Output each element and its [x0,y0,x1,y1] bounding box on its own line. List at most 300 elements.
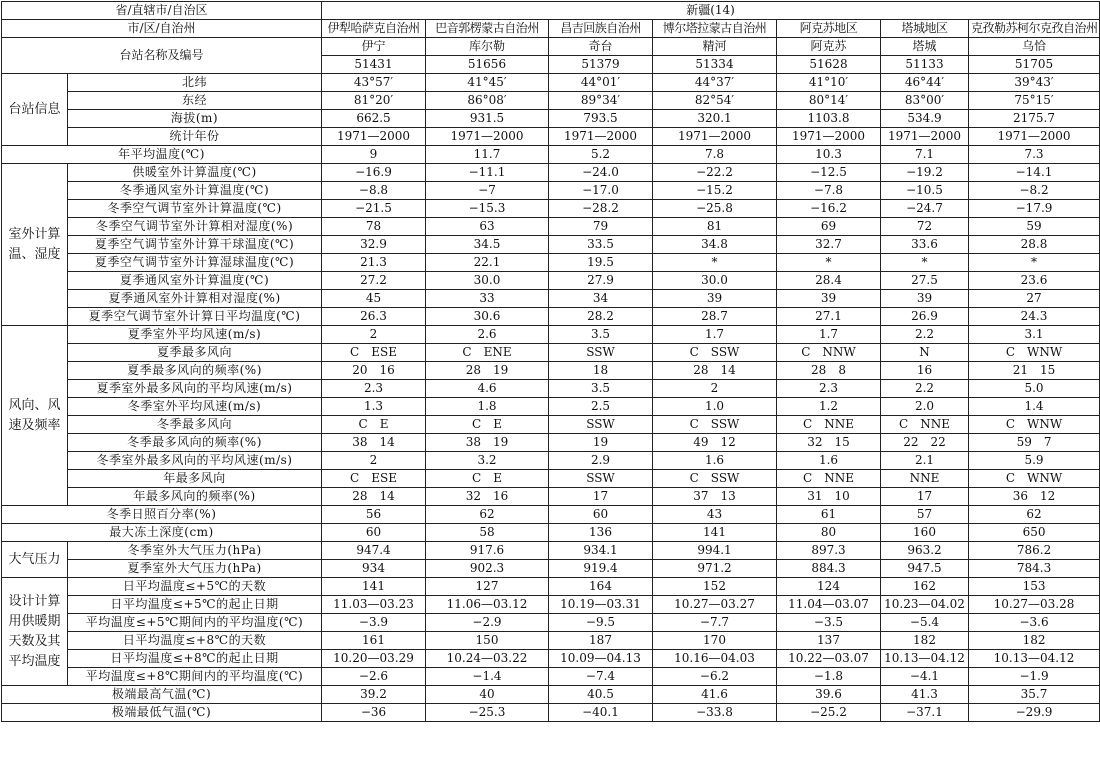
value-cell: 23.6 [969,272,1100,290]
value-cell: 1.7 [777,326,881,344]
region-cell: 昌吉回族自治州 [549,20,653,38]
value-cell: 18 [549,362,653,380]
value-cell: 7.3 [969,146,1100,164]
value-cell: 60 [549,506,653,524]
value-cell: 3.5 [549,326,653,344]
value-cell: C NNE [881,416,969,434]
region-cell: 克孜勒苏柯尔克孜自治州 [969,20,1100,38]
value-cell: 2.3 [777,380,881,398]
row-label: 冬季空气调节室外计算温度(℃) [68,200,322,218]
value-cell: * [777,254,881,272]
value-cell: 1.3 [322,398,426,416]
row-label: 北纬 [68,74,322,92]
row-label: 夏季空气调节室外计算日平均温度(℃) [68,308,322,326]
value-cell: C WNW [969,470,1100,488]
value-cell: 41.6 [653,686,777,704]
row-label: 夏季室外最多风向的平均风速(m/s) [68,380,322,398]
value-cell: −8.2 [969,182,1100,200]
region-cell: 博尔塔拉蒙古自治州 [653,20,777,38]
value-cell: 1971—2000 [549,128,653,146]
value-cell: 2175.7 [969,110,1100,128]
value-cell: −37.1 [881,704,969,722]
value-cell: −1.4 [426,668,549,686]
value-cell: 1.2 [777,398,881,416]
value-cell: C ESE [322,470,426,488]
value-cell: 39.2 [322,686,426,704]
value-cell: 7.8 [653,146,777,164]
value-cell: 3.2 [426,452,549,470]
value-cell: −40.1 [549,704,653,722]
station-id: 51628 [777,56,881,74]
value-cell: −10.5 [881,182,969,200]
table-row [2,290,1100,308]
value-cell: −17.9 [969,200,1100,218]
value-cell: 10.20—03.29 [322,650,426,668]
value-cell: C NNW [777,344,881,362]
row-label: 最大冻土深度(cm) [2,524,322,542]
value-cell: 919.4 [549,560,653,578]
value-cell: 21.3 [322,254,426,272]
table-row [2,92,1100,110]
value-cell: 31 10 [777,488,881,506]
value-cell: 30.0 [426,272,549,290]
value-cell: 971.2 [653,560,777,578]
value-cell: 35.7 [969,686,1100,704]
row-label: 冬季通风室外计算温度(℃) [68,182,322,200]
value-cell: C WNW [969,416,1100,434]
value-cell: 40 [426,686,549,704]
value-cell: NNE [881,470,969,488]
value-cell: 2.6 [426,326,549,344]
value-cell: 28 14 [322,488,426,506]
value-cell: 56 [322,506,426,524]
value-cell: 934.1 [549,542,653,560]
value-cell: 44°37′ [653,74,777,92]
value-cell: 33.6 [881,236,969,254]
value-cell: 141 [322,578,426,596]
table-row [2,488,1100,506]
row-label: 夏季最多风向 [68,344,322,362]
value-cell: 62 [426,506,549,524]
value-cell: −16.2 [777,200,881,218]
value-cell: 534.9 [881,110,969,128]
station-id: 51133 [881,56,969,74]
table-row [2,218,1100,236]
value-cell: 39 [777,290,881,308]
value-cell: −21.5 [322,200,426,218]
row-label: 供暖室外计算温度(℃) [68,164,322,182]
value-cell: 38 14 [322,434,426,452]
value-cell: 320.1 [653,110,777,128]
station-id: 51431 [322,56,426,74]
value-cell: 83°00′ [881,92,969,110]
value-cell: 19.5 [549,254,653,272]
table-row [2,200,1100,218]
value-cell: 2.2 [881,380,969,398]
region-cell: 巴音郭楞蒙古自治州 [426,20,549,38]
value-cell: 2.5 [549,398,653,416]
value-cell: 1.6 [777,452,881,470]
value-cell: −15.2 [653,182,777,200]
table-row [2,182,1100,200]
row-label: 日平均温度≤+5℃的天数 [68,578,322,596]
table-row [2,344,1100,362]
table-row [2,398,1100,416]
value-cell: 1103.8 [777,110,881,128]
table-row [2,146,1100,164]
row-label: 夏季最多风向的频率(%) [68,362,322,380]
value-cell: C ESE [322,344,426,362]
value-cell: N [881,344,969,362]
value-cell: 46°44′ [881,74,969,92]
table-row [2,470,1100,488]
value-cell: 80°14′ [777,92,881,110]
value-cell: 9 [322,146,426,164]
row-label: 年最多风向的频率(%) [68,488,322,506]
group-label: 设计计算用供暖期天数及其平均温度 [2,578,68,686]
row-label: 夏季空气调节室外计算湿球温度(℃) [68,254,322,272]
value-cell: 784.3 [969,560,1100,578]
value-cell: 72 [881,218,969,236]
value-cell: 82°54′ [653,92,777,110]
value-cell: 1.7 [653,326,777,344]
value-cell: C E [426,416,549,434]
value-cell: −19.2 [881,164,969,182]
station-id: 51656 [426,56,549,74]
value-cell: 78 [322,218,426,236]
value-cell: 1971—2000 [777,128,881,146]
value-cell: 1971—2000 [322,128,426,146]
value-cell: 80 [777,524,881,542]
row-label: 日平均温度≤+8℃的天数 [68,632,322,650]
value-cell: 58 [426,524,549,542]
value-cell: 2 [322,326,426,344]
value-cell: 947.4 [322,542,426,560]
value-cell: 62 [969,506,1100,524]
value-cell: 16 [881,362,969,380]
table-row [2,434,1100,452]
value-cell: 32 15 [777,434,881,452]
value-cell: 2 [322,452,426,470]
value-cell: 22.1 [426,254,549,272]
table-row [2,110,1100,128]
value-cell: 931.5 [426,110,549,128]
value-cell: −7.7 [653,614,777,632]
value-cell: 61 [777,506,881,524]
value-cell: −8.8 [322,182,426,200]
table-row [2,272,1100,290]
value-cell: C WNW [969,344,1100,362]
value-cell: −1.8 [777,668,881,686]
value-cell: 40.5 [549,686,653,704]
value-cell: 37 13 [653,488,777,506]
value-cell: 11.04—03.07 [777,596,881,614]
value-cell: 28.2 [549,308,653,326]
group-label: 风向、风速及频率 [2,326,68,506]
value-cell: 3.1 [969,326,1100,344]
table-row [2,542,1100,560]
value-cell: 5.9 [969,452,1100,470]
row-label: 冬季最多风向的频率(%) [68,434,322,452]
value-cell: 57 [881,506,969,524]
table-row [2,596,1100,614]
table-row [2,578,1100,596]
value-cell: −29.9 [969,704,1100,722]
station-name: 伊宁 [322,38,426,56]
table-row [2,164,1100,182]
value-cell: −12.5 [777,164,881,182]
value-cell: 963.2 [881,542,969,560]
value-cell: 160 [881,524,969,542]
value-cell: 34.5 [426,236,549,254]
table-row [2,416,1100,434]
station-id: 51334 [653,56,777,74]
table-row [2,326,1100,344]
table-row [2,74,1100,92]
value-cell: 994.1 [653,542,777,560]
value-cell: −6.2 [653,668,777,686]
value-cell: −33.8 [653,704,777,722]
group-label: 室外计算温、湿度 [2,164,68,326]
value-cell: C SSW [653,416,777,434]
table-row [2,668,1100,686]
value-cell: 884.3 [777,560,881,578]
group-label: 大气压力 [2,542,68,578]
value-cell: 150 [426,632,549,650]
value-cell: 19 [549,434,653,452]
value-cell: 10.27—03.28 [969,596,1100,614]
value-cell: 30.0 [653,272,777,290]
province-label: 省/直辖市/自治区 [2,2,322,20]
value-cell: 41°10′ [777,74,881,92]
table-row [2,128,1100,146]
value-cell: 75°15′ [969,92,1100,110]
value-cell: C ENE [426,344,549,362]
value-cell: 21 15 [969,362,1100,380]
value-cell: 917.6 [426,542,549,560]
station-name: 奇台 [549,38,653,56]
value-cell: 137 [777,632,881,650]
value-cell: 11.03—03.23 [322,596,426,614]
station-id: 51379 [549,56,653,74]
station-id: 51705 [969,56,1100,74]
table-row [2,254,1100,272]
row-label: 夏季室外大气压力(hPa) [68,560,322,578]
climate-data-table [1,1,1100,722]
table-row [2,236,1100,254]
value-cell: 32 16 [426,488,549,506]
value-cell: 39 [653,290,777,308]
value-cell: 17 [549,488,653,506]
value-cell: −24.0 [549,164,653,182]
value-cell: 49 12 [653,434,777,452]
value-cell: −7.8 [777,182,881,200]
table-row [2,650,1100,668]
value-cell: 3.5 [549,380,653,398]
value-cell: 650 [969,524,1100,542]
value-cell: 81°20′ [322,92,426,110]
value-cell: 136 [549,524,653,542]
value-cell: 897.3 [777,542,881,560]
value-cell: * [653,254,777,272]
value-cell: 28 19 [426,362,549,380]
value-cell: 152 [653,578,777,596]
value-cell: −15.3 [426,200,549,218]
value-cell: 24.3 [969,308,1100,326]
value-cell: 39 [881,290,969,308]
value-cell: 89°34′ [549,92,653,110]
table-row [2,452,1100,470]
row-label: 年平均温度(℃) [2,146,322,164]
value-cell: 10.3 [777,146,881,164]
value-cell: 2.9 [549,452,653,470]
value-cell: 182 [969,632,1100,650]
value-cell: 44°01′ [549,74,653,92]
value-cell: −25.3 [426,704,549,722]
row-label: 夏季通风室外计算温度(℃) [68,272,322,290]
station-name: 精河 [653,38,777,56]
row-label: 海拔(m) [68,110,322,128]
value-cell: 81 [653,218,777,236]
row-label: 平均温度≤+8℃期间内的平均温度(℃) [68,668,322,686]
value-cell: 1971—2000 [653,128,777,146]
value-cell: SSW [549,416,653,434]
row-label: 日平均温度≤+8℃的起止日期 [68,650,322,668]
value-cell: 34.8 [653,236,777,254]
value-cell: 27 [969,290,1100,308]
row-label: 夏季通风室外计算相对湿度(%) [68,290,322,308]
value-cell: 33 [426,290,549,308]
value-cell: 11.7 [426,146,549,164]
value-cell: 10.27—03.27 [653,596,777,614]
row-label: 年最多风向 [68,470,322,488]
value-cell: −11.1 [426,164,549,182]
row-label: 冬季空气调节室外计算相对湿度(%) [68,218,322,236]
value-cell: −17.0 [549,182,653,200]
value-cell: 59 7 [969,434,1100,452]
value-cell: −3.9 [322,614,426,632]
value-cell: 934 [322,560,426,578]
value-cell: 10.13—04.12 [881,650,969,668]
value-cell: 60 [322,524,426,542]
row-label: 东经 [68,92,322,110]
value-cell: 170 [653,632,777,650]
value-cell: 1971—2000 [881,128,969,146]
region-cell: 塔城地区 [881,20,969,38]
table-row [2,704,1100,722]
table-row [2,380,1100,398]
value-cell: 793.5 [549,110,653,128]
row-label: 极端最高气温(℃) [2,686,322,704]
value-cell: 39.6 [777,686,881,704]
table-row [2,560,1100,578]
value-cell: 161 [322,632,426,650]
row-label: 冬季日照百分率(%) [2,506,322,524]
value-cell: 17 [881,488,969,506]
value-cell: 59 [969,218,1100,236]
value-cell: 20 16 [322,362,426,380]
value-cell: 1971—2000 [969,128,1100,146]
value-cell: 10.23—04.02 [881,596,969,614]
value-cell: 5.2 [549,146,653,164]
value-cell: C E [322,416,426,434]
value-cell: −25.8 [653,200,777,218]
value-cell: −7.4 [549,668,653,686]
value-cell: 187 [549,632,653,650]
value-cell: 1.6 [653,452,777,470]
table-row [2,506,1100,524]
value-cell: −2.6 [322,668,426,686]
value-cell: 28.4 [777,272,881,290]
value-cell: 124 [777,578,881,596]
value-cell: 164 [549,578,653,596]
value-cell: 11.06—03.12 [426,596,549,614]
region-label: 市/区/自治州 [2,20,322,38]
value-cell: 28.7 [653,308,777,326]
value-cell: 902.3 [426,560,549,578]
value-cell: −7 [426,182,549,200]
table-row [2,614,1100,632]
value-cell: C E [426,470,549,488]
value-cell: C SSW [653,344,777,362]
row-label: 冬季室外大气压力(hPa) [68,542,322,560]
table-row [2,632,1100,650]
value-cell: 43 [653,506,777,524]
station-name: 库尔勒 [426,38,549,56]
value-cell: −4.1 [881,668,969,686]
region-cell: 伊犁哈萨克自治州 [322,20,426,38]
value-cell: 34 [549,290,653,308]
value-cell: −3.5 [777,614,881,632]
value-cell: 662.5 [322,110,426,128]
table-row [2,308,1100,326]
value-cell: 10.13—04.12 [969,650,1100,668]
value-cell: 2.1 [881,452,969,470]
value-cell: 141 [653,524,777,542]
value-cell: 10.24—03.22 [426,650,549,668]
region-cell: 阿克苏地区 [777,20,881,38]
value-cell: 1.4 [969,398,1100,416]
value-cell: 127 [426,578,549,596]
value-cell: C NNE [777,470,881,488]
value-cell: 32.7 [777,236,881,254]
row-label: 夏季空气调节室外计算干球温度(℃) [68,236,322,254]
value-cell: 182 [881,632,969,650]
value-cell: 41°45′ [426,74,549,92]
value-cell: 26.3 [322,308,426,326]
value-cell: −24.7 [881,200,969,218]
row-label: 冬季室外最多风向的平均风速(m/s) [68,452,322,470]
value-cell: 27.1 [777,308,881,326]
value-cell: 22 22 [881,434,969,452]
value-cell: 45 [322,290,426,308]
value-cell: 10.16—04.03 [653,650,777,668]
value-cell: 7.1 [881,146,969,164]
value-cell: 10.09—04.13 [549,650,653,668]
row-label: 极端最低气温(℃) [2,704,322,722]
value-cell: 10.19—03.31 [549,596,653,614]
table-row [2,686,1100,704]
value-cell: 2.2 [881,326,969,344]
value-cell: 32.9 [322,236,426,254]
value-cell: 79 [549,218,653,236]
value-cell: 69 [777,218,881,236]
value-cell: * [881,254,969,272]
station-name: 阿克苏 [777,38,881,56]
value-cell: −25.2 [777,704,881,722]
value-cell: SSW [549,470,653,488]
value-cell: 26.9 [881,308,969,326]
